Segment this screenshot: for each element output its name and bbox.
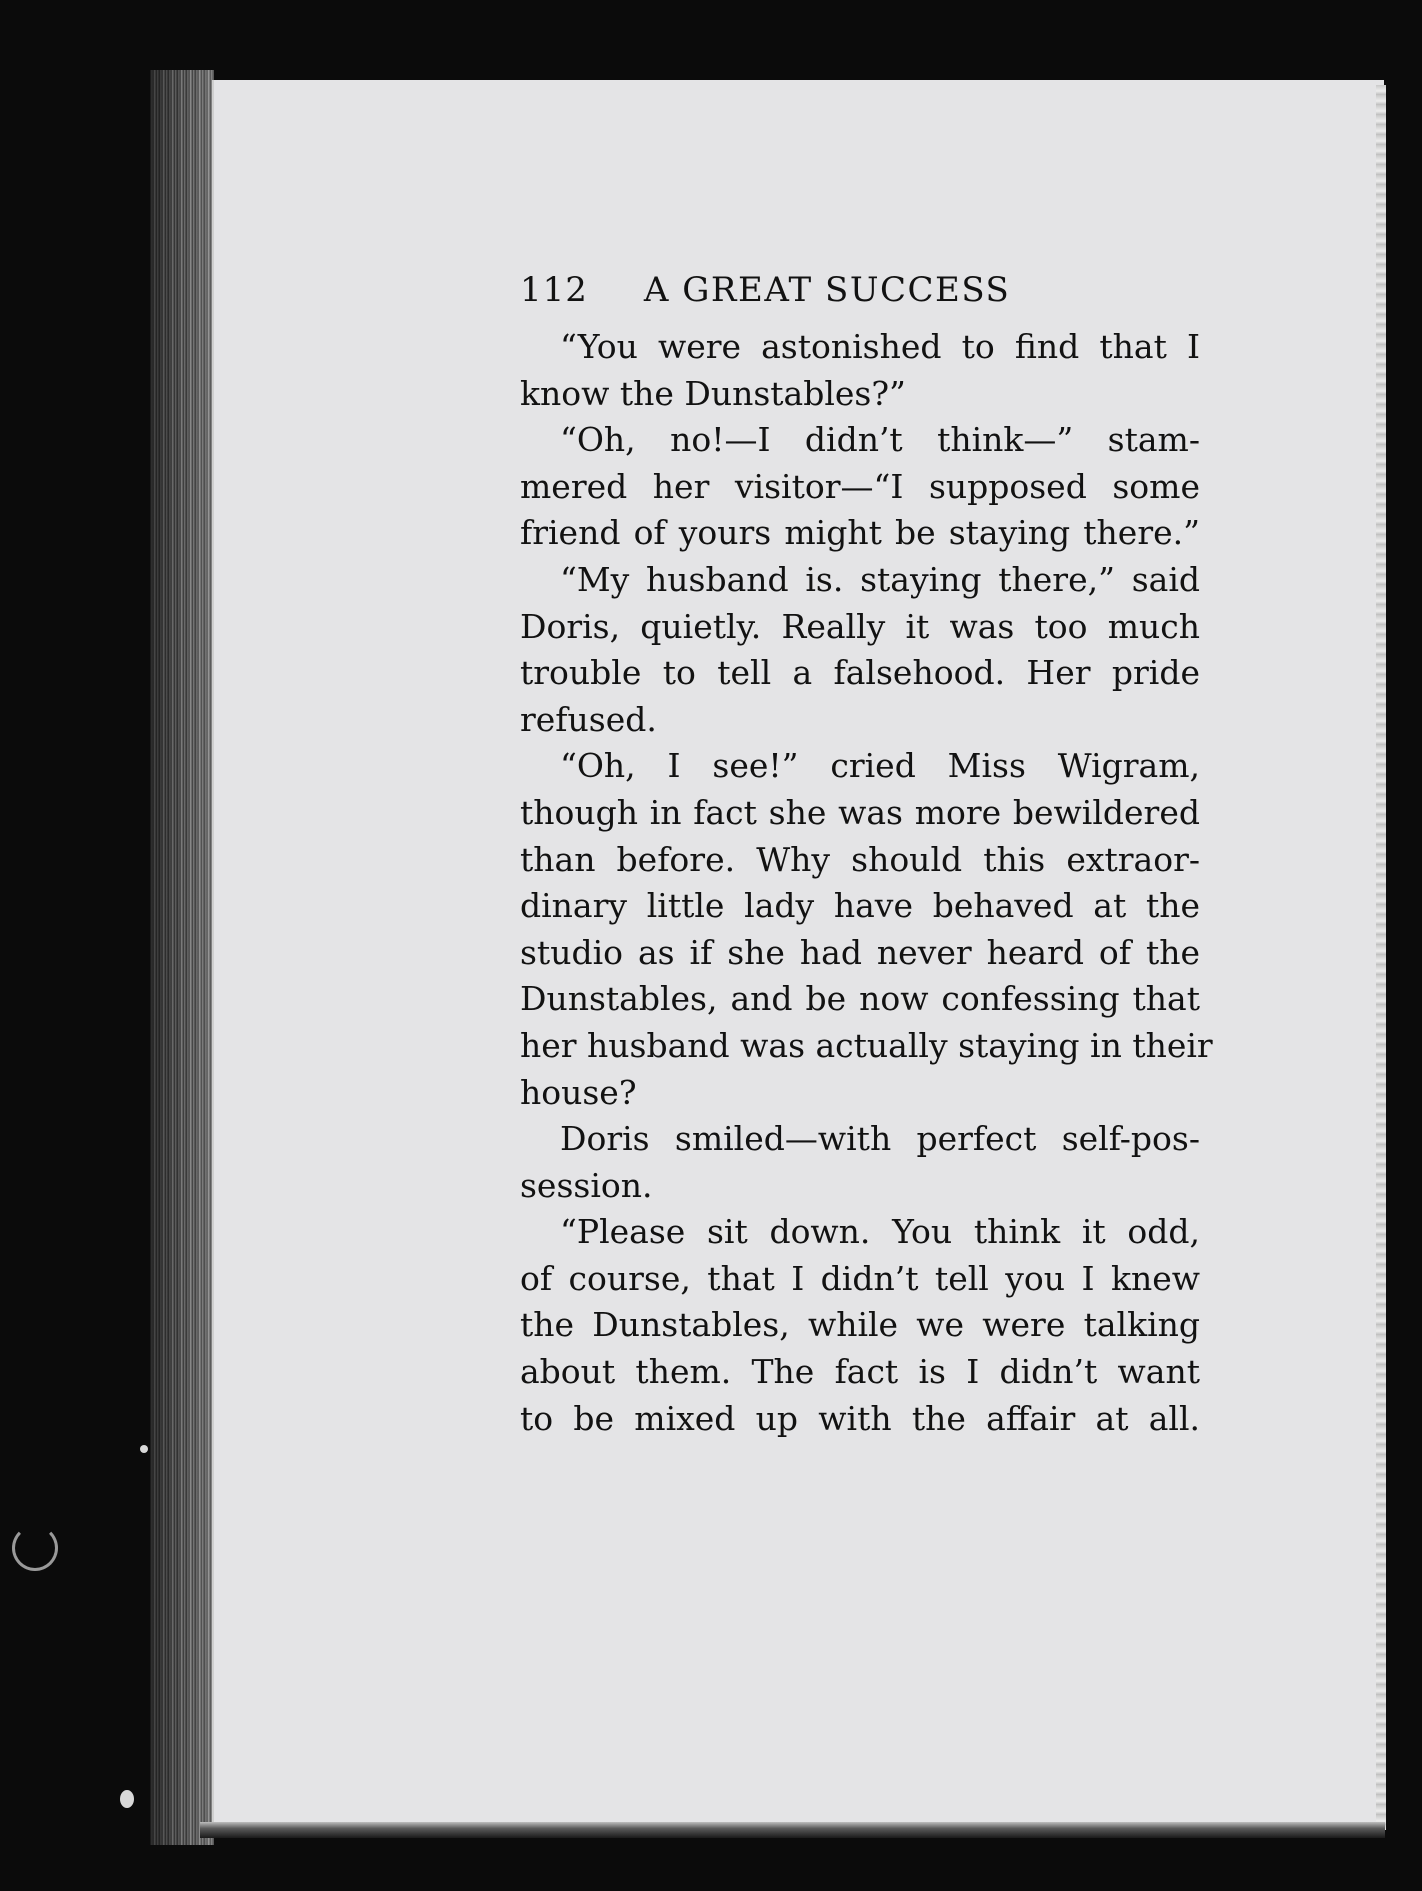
text-line: dinary little lady have behaved at the [520,886,1200,926]
scan-speck [120,1790,134,1808]
text-line: know the Dunstables?” [520,373,906,413]
text-line: than before. Why should this extraor- [520,839,1200,879]
scan-speck [12,1525,58,1571]
page-text [520,270,1213,1442]
text-line: refused. [520,699,657,739]
page-edges-shadow [150,70,214,1845]
text-line: her husband was actually staying in their [520,1025,1213,1065]
text-line: Doris, quietly. Really it was too much [520,606,1200,646]
right-page-edge [1376,85,1386,1830]
text-line: of course, that I didn’t tell you I knew [520,1258,1200,1298]
text-line: “My husband is. staying there,” said [560,559,1200,599]
text-line: to be mixed up with the affair at all. [520,1398,1200,1438]
page-number: 112 [520,270,588,310]
text-line: “Oh, no!—I didn’t think—” stam- [560,420,1200,460]
right-background [1386,0,1422,1891]
text-line: house? [520,1072,637,1112]
page-bottom-edge [200,1822,1385,1838]
text-line: about them. The fact is I didn’t want [520,1352,1200,1392]
text-line: “Oh, I see!” cried Miss Wigram, [560,746,1200,786]
running-head [520,270,1200,310]
text-line: the Dunstables, while we were talking [520,1305,1200,1345]
text-line: trouble to tell a falsehood. Her pride [520,653,1200,693]
text-line: Dunstables, and be now confessing that [520,979,1200,1019]
running-title: A GREAT SUCCESS [643,270,1011,310]
text-line: “You were astonished to find that I [560,327,1200,366]
text-line: mered her visitor—“I supposed some [520,466,1200,506]
text-line: friend of yours might be staying there.” [520,513,1200,553]
body-text [520,324,1213,1442]
text-line: Doris smiled—with perfect self-pos- [560,1119,1200,1159]
scan-speck [140,1445,148,1453]
text-line: “Please sit down. You think it odd, [560,1212,1200,1252]
text-line: studio as if she had never heard of the [520,932,1200,972]
text-line: session. [520,1165,653,1205]
text-line: though in fact she was more bewildered [520,792,1200,832]
